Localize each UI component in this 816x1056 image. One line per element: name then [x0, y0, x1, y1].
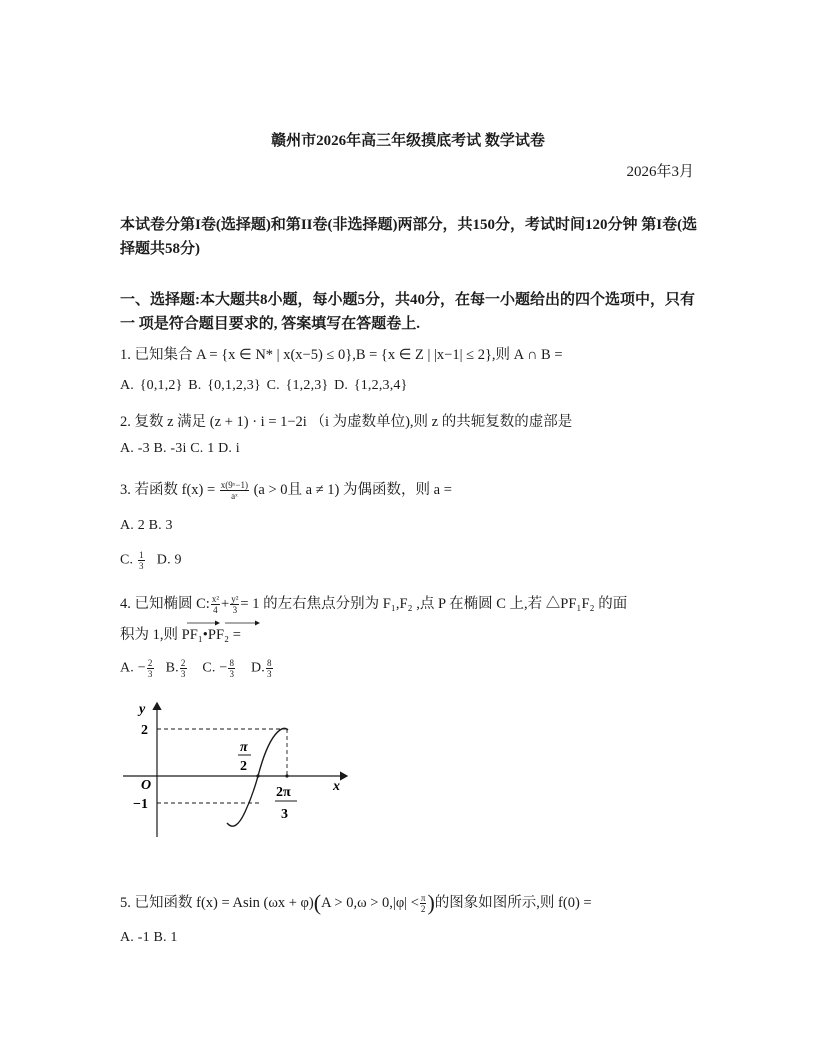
option-c-label: C. −: [202, 660, 228, 676]
option-d-label: D.: [250, 660, 265, 676]
option-c-fraction: [138, 550, 145, 571]
question-4-options: [120, 658, 274, 679]
y-min-label: −1: [133, 797, 148, 812]
fraction-numerator: 2: [180, 658, 186, 668]
question-2-options: A. -3 B. -3i C. 1 D. i: [120, 441, 240, 456]
question-4-prefix: 4. 已知椭圆 C:: [120, 596, 210, 612]
fraction-denominator: 3: [232, 605, 238, 616]
y-axis-label: y: [139, 702, 146, 717]
question-3-fraction: [220, 480, 249, 501]
right-paren: ): [427, 890, 435, 915]
vector-arrows: [187, 619, 267, 627]
option-d: D. 9: [156, 552, 182, 568]
y-max-label: 2: [141, 723, 148, 738]
fraction-denominator: 4: [213, 605, 218, 616]
fraction-denominator: aˣ: [231, 491, 238, 502]
pi-half-numerator: π: [240, 740, 248, 755]
question-4-suffix: = 1 的左右焦点分别为 F₁,F₂ ,点 P 在椭圆 C 上,若 △PF₁F₂ 的面: [240, 596, 628, 612]
question-3-suffix: (a > 0且 a ≠ 1) 为偶函数，则 a =: [253, 482, 452, 498]
question-5-options: A. -1 B. 1: [120, 930, 178, 945]
fraction-denominator: 3: [266, 669, 272, 679]
fraction-numerator: 1: [138, 550, 144, 560]
question-3: [120, 478, 452, 501]
question-5-prefix: 5. 已知函数 f(x) = Asin (ωx + φ): [120, 895, 314, 911]
option-c-fraction: [228, 658, 235, 679]
option-a-label: A. −: [120, 660, 146, 676]
fraction-numerator: x²: [211, 594, 220, 605]
fraction-denominator: 3: [138, 561, 144, 571]
left-paren: (: [313, 890, 322, 915]
question-3-options-cd: [120, 550, 182, 571]
pi-half-denominator: 2: [240, 759, 247, 774]
fraction-denominator: 2: [420, 904, 426, 915]
question-3-options-ab: A. 2 B. 3: [120, 518, 173, 533]
two-pi-third-numerator: 2π: [276, 785, 291, 800]
question-5-suffix: 的图象如图所示,则 f(0) =: [434, 895, 592, 911]
fraction-numerator: 2: [147, 658, 153, 668]
option-b-fraction: [180, 658, 187, 679]
question-2: 2. 复数 z 满足 (z + 1) · i = 1−2i （i 为虚数单位),则 z 的共轭复数的虚部是: [120, 414, 573, 430]
option-a-fraction: [147, 658, 154, 679]
fraction-numerator: x(9ˣ−1): [220, 480, 248, 491]
fraction-numerator: 8: [266, 658, 272, 668]
question-5-condition: A > 0,ω > 0,|φ| <: [321, 895, 419, 911]
question-5: [120, 890, 592, 916]
y-squared-over-3: [230, 594, 239, 615]
x-axis-label: x: [333, 779, 340, 794]
x-squared-over-4: [211, 594, 220, 615]
question-4: [120, 592, 627, 615]
fraction-numerator: y²: [231, 594, 239, 605]
section-heading: 一、选择题:本大题共8小题，每小题5分，共40分，在每一小题给出的四个选项中，只有一 项是符合题目要求的, 答案填写在答题卷上.: [120, 292, 695, 332]
fraction-denominator: 3: [229, 669, 235, 679]
zero-crossing-point: [256, 774, 259, 777]
tick-2pi-3: [285, 774, 288, 777]
plus-sign: +: [221, 596, 230, 612]
sine-graph-figure: [115, 697, 355, 842]
fraction-denominator: 3: [180, 669, 186, 679]
two-pi-third-denominator: 3: [281, 807, 288, 822]
question-1: 1. 已知集合 A = {x ∈ N* | x(x−5) ≤ 0},B = {x ∈ Z | |x−1| ≤ 2},则 A ∩ B =: [120, 347, 563, 363]
question-1-options: A. {0,1,2} B. {0,1,2,3} C. {1,2,3} D. {1,2,3,4}: [120, 378, 408, 393]
fraction-numerator: 8: [229, 658, 235, 668]
fraction-numerator: π: [420, 893, 426, 904]
question-3-prefix: 3. 若函数 f(x) =: [120, 482, 216, 498]
option-c-label: C.: [120, 552, 134, 568]
option-d-fraction: [266, 658, 273, 679]
page-title: 赣州市2026年高三年级摸底考试 数学试卷: [271, 133, 545, 149]
pi-over-2-fraction: [420, 893, 427, 914]
exam-date: 2026年3月: [626, 164, 694, 180]
question-4-line-2: 积为 1,则 PF₁•PF₂ =: [120, 627, 241, 643]
exam-intro: 本试卷分第I卷(选择题)和第II卷(非选择题)两部分，共150分，考试时间120分钟 第I卷(选择题共58分): [120, 217, 698, 257]
origin-label: O: [141, 778, 152, 793]
option-b-label: B.: [165, 660, 179, 676]
fraction-denominator: 3: [147, 669, 153, 679]
